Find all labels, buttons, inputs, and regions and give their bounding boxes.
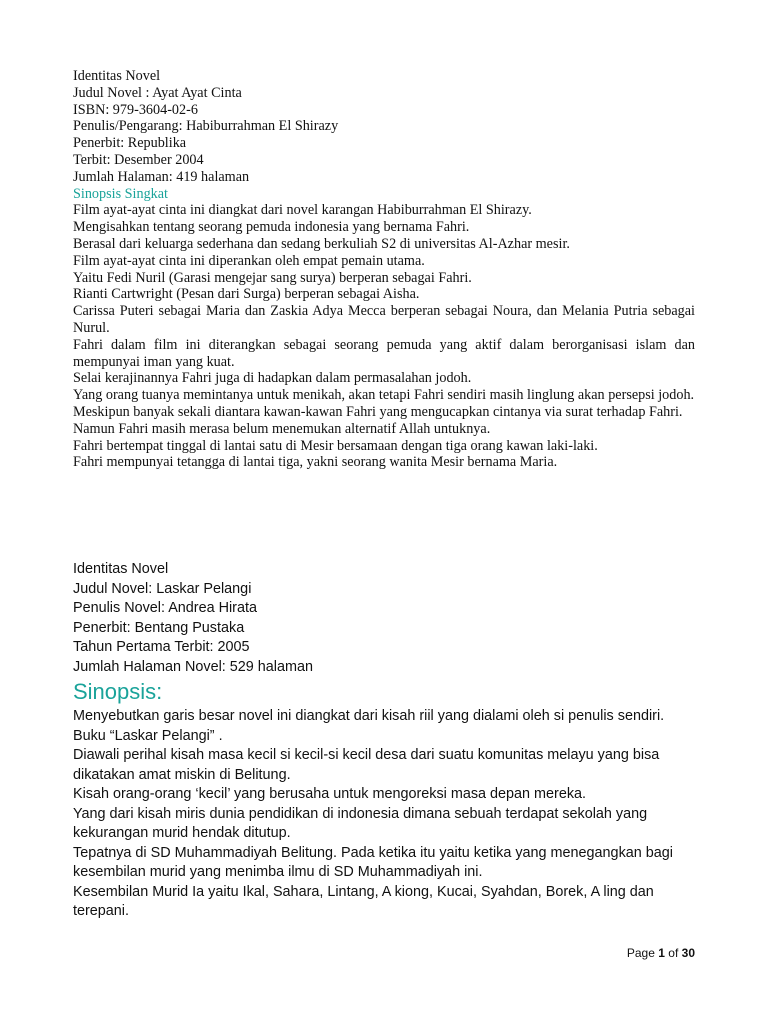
- meta-pages: Jumlah Halaman: 419 halaman: [73, 168, 250, 185]
- novel-section-laskar-pelangi: [73, 560, 699, 922]
- synopsis-paragraph: Yaitu Fedi Nuril (Garasi mengejar sang surya) berperan sebagai Fahri.: [73, 269, 472, 286]
- synopsis-heading: Sinopsis Singkat: [73, 185, 168, 202]
- synopsis-paragraph: Film ayat-ayat cinta ini diangkat dari novel karangan Habiburrahman El Shirazy.: [73, 202, 532, 219]
- synopsis-paragraph: Diawali perihal kisah masa kecil si kecil-si kecil desa dari suatu komunitas melayu yang bisa dikatakan amat miskin di Belitung.: [73, 747, 660, 783]
- current-page-number: 1: [658, 946, 665, 960]
- synopsis-paragraph: Berasal dari keluarga sederhana dan sedang berkuliah S2 di universitas Al-Azhar mesir.: [73, 235, 570, 252]
- synopsis-heading: Sinopsis:: [73, 679, 163, 704]
- total-pages-number: 30: [681, 946, 695, 960]
- synopsis-paragraph: Tepatnya di SD Muhammadiyah Belitung. Pada ketika itu yaitu ketika yang menegangkan bagi kesembilan murid yang menimba ilmu di SD Muhammadiyah ini.: [73, 844, 673, 880]
- meta-author: Penulis/Pengarang: Habiburrahman El Shirazy: [73, 118, 339, 135]
- synopsis-paragraph: Yang orang tuanya memintanya untuk menikah, akan tetapi Fahri sendiri masih linglung akan persepsi jodoh.: [73, 387, 695, 404]
- synopsis-paragraph: Yang dari kisah miris dunia pendidikan di indonesia dimana sebuah terdapat sekolah yang kekurangan murid hendak ditutup.: [73, 805, 648, 841]
- of-word: of: [668, 946, 679, 960]
- meta-pages: Jumlah Halaman Novel: 529 halaman: [73, 658, 313, 675]
- meta-title: Judul Novel : Ayat Ayat Cinta: [73, 84, 242, 101]
- synopsis-paragraph: Kesembilan Murid Ia yaitu Ikal, Sahara, Lintang, A kiong, Kucai, Syahdan, Borek, A ling dan terepani.: [73, 883, 654, 919]
- synopsis-paragraph: Namun Fahri masih merasa belum menemukan alternatif Allah untuknya.: [73, 420, 491, 437]
- synopsis-paragraph: Carissa Puteri sebagai Maria dan Zaskia Adya Mecca berperan sebagai Noura, dan Melania Putria sebagai Nurul.: [73, 303, 695, 336]
- meta-publisher: Penerbit: Bentang Pustaka: [73, 619, 245, 636]
- novel-section-ayat-ayat-cinta: [73, 68, 695, 471]
- identity-heading: Identitas Novel: [73, 561, 169, 577]
- identity-heading: Identitas Novel: [73, 68, 161, 84]
- meta-title: Judul Novel: Laskar Pelangi: [73, 580, 252, 597]
- synopsis-paragraph: Fahri bertempat tinggal di lantai satu di Mesir bersamaan dengan tiga orang kawan laki-laki.: [73, 437, 598, 454]
- meta-first-published: Tahun Pertama Terbit: 2005: [73, 639, 250, 655]
- synopsis-paragraph: Fahri mempunyai tetangga di lantai tiga, yakni seorang wanita Mesir bernama Maria.: [73, 454, 558, 471]
- synopsis-paragraph: Film ayat-ayat cinta ini diperankan oleh empat pemain utama.: [73, 252, 425, 269]
- page-word: Page: [626, 946, 655, 960]
- synopsis-paragraph: Fahri dalam film ini diterangkan sebagai seorang pemuda yang aktif dalam berorganisasi islam dan mempunyai iman yang kuat.: [73, 336, 695, 370]
- synopsis-paragraph: Kisah orang-orang ‘kecil’ yang berusaha untuk mengoreksi masa depan mereka.: [73, 786, 587, 802]
- synopsis-paragraph: Menyebutkan garis besar novel ini diangkat dari kisah riil yang dialami oleh si penulis sendiri. Buku “Laskar Pelangi” .: [73, 708, 665, 744]
- synopsis-paragraph: Selai kerajinannya Fahri juga di hadapkan dalam permasalahan jodoh.: [73, 370, 472, 387]
- meta-isbn: ISBN: 979-3604-02-6: [73, 101, 198, 118]
- synopsis-paragraph: Mengisahkan tentang seorang pemuda indonesia yang bernama Fahri.: [73, 219, 470, 236]
- synopsis-paragraph: Rianti Cartwright (Pesan dari Surga) berperan sebagai Aisha.: [73, 286, 420, 303]
- meta-published: Terbit: Desember 2004: [73, 151, 204, 168]
- meta-publisher: Penerbit: Republika: [73, 135, 187, 152]
- page-number-footer: [627, 946, 695, 960]
- synopsis-paragraph: Meskipun banyak sekali diantara kawan-kawan Fahri yang mengucapkan cintanya via surat terhadap Fahri.: [73, 403, 683, 420]
- meta-author: Penulis Novel: Andrea Hirata: [73, 600, 257, 616]
